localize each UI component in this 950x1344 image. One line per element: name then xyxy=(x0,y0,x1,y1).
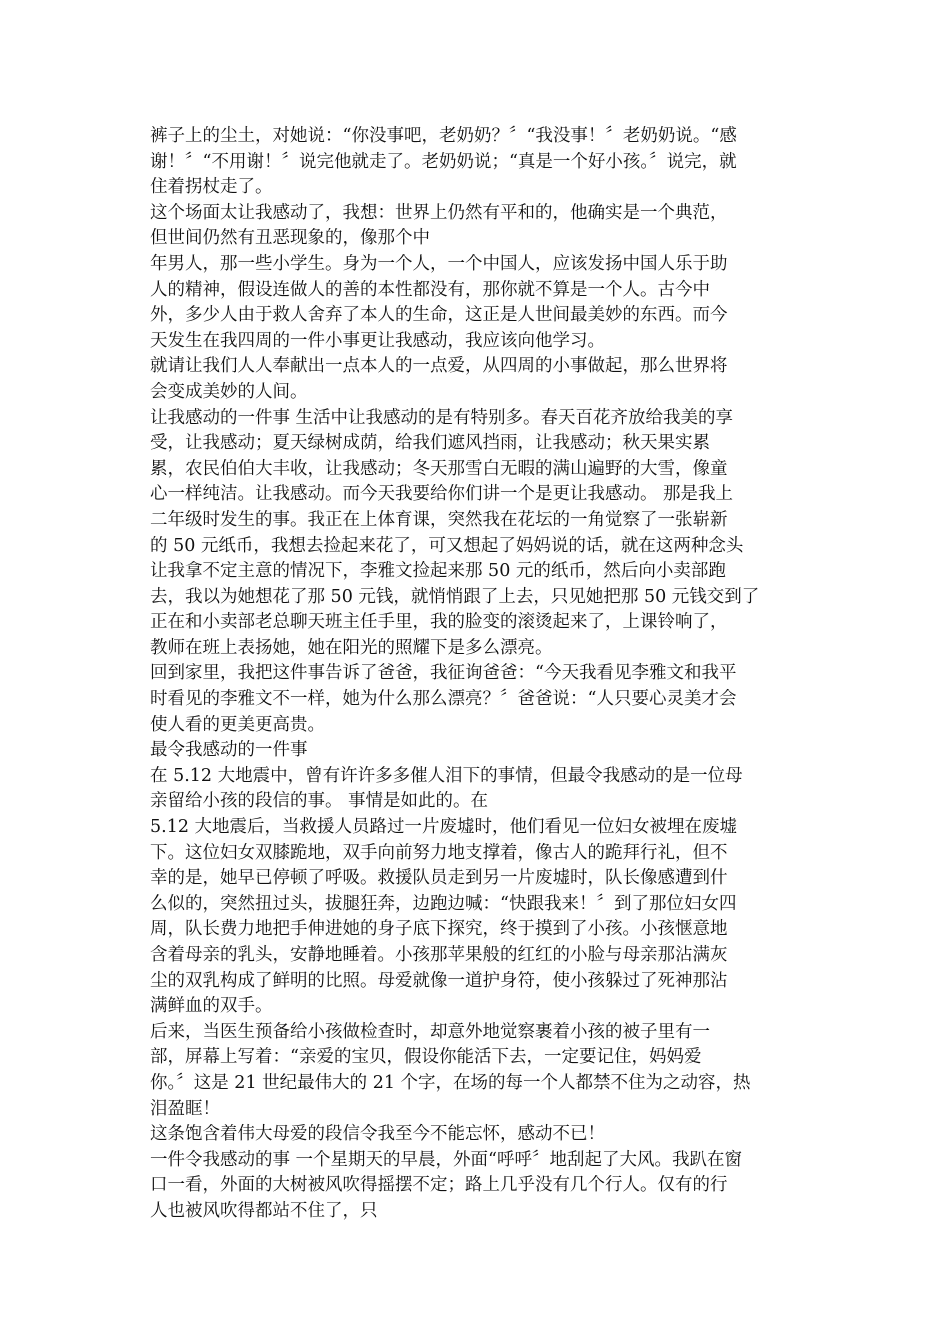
text-line: 会变成美妙的人间。 xyxy=(150,381,308,402)
text-line: 5.12 大地震后，当救援人员路过一片废墟时，他们看见一位妇女被埋在废墟 xyxy=(150,817,738,838)
text-line: 受，让我感动；夏天绿树成荫，给我们遮风挡雨，让我感动；秋天果实累 xyxy=(150,433,710,454)
document-body xyxy=(150,124,810,1225)
text-line: 尘的双乳构成了鲜明的比照。母爱就像一道护身符，使小孩躲过了死神那沾 xyxy=(150,970,728,991)
text-line: 下。这位妇女双膝跪地，双手向前努力地支撑着，像古人的跪拜行礼，但不 xyxy=(150,842,728,863)
text-line: 谢！〞“不用谢！〞说完他就走了。老奶奶说；“真是一个好小孩。〞说完，就 xyxy=(150,151,737,172)
text-line: 回到家里，我把这件事告诉了爸爸，我征询爸爸：“今天我看见李雅文和我平 xyxy=(150,663,737,684)
text-line: 口一看，外面的大树被风吹得摇摆不定；路上几乎没有几个行人。仅有的行 xyxy=(150,1175,728,1196)
text-line: 心一样纯洁。让我感动。而今天我要给你们讲一个是更让我感动。 那是我上 xyxy=(150,484,734,505)
text-line: 教师在班上表扬她，她在阳光的照耀下是多么漂亮。 xyxy=(150,637,553,658)
text-line: 让我感动的一件事 生活中让我感动的是有特别多。春天百花齐放给我美的享 xyxy=(150,407,734,428)
text-line: 部，屏幕上写着：“亲爱的宝贝，假设你能活下去，一定要记住，妈妈爱 xyxy=(150,1047,702,1068)
text-line: 但世间仍然有丑恶现象的，像那个中 xyxy=(150,228,430,249)
text-line: 幸的是，她早已停顿了呼吸。救援队员走到另一片废墟时，队长像感遭到什 xyxy=(150,868,728,889)
text-line: 泪盈眶！ xyxy=(150,1098,220,1119)
text-line: 的 50 元纸币，我想去捡起来花了，可又想起了妈妈说的话，就在这两种念头 xyxy=(150,535,744,556)
text-line: 么似的，突然扭过头，拔腿狂奔，边跑边喊：“快跟我来！〞到了那位妇女四 xyxy=(150,893,737,914)
text-line: 二年级时发生的事。我正在上体育课，突然我在花坛的一角觉察了一张崭新 xyxy=(150,509,728,530)
text-line: 住着拐杖走了。 xyxy=(150,177,273,198)
text-line: 在 5.12 大地震中，曾有许许多多催人泪下的事情，但最令我感动的是一位母 xyxy=(150,765,743,786)
text-line: 满鲜血的双手。 xyxy=(150,996,273,1017)
text-line: 让我拿不定主意的情况下，李雅文捡起来那 50 元的纸币，然后向小卖部跑 xyxy=(150,561,726,582)
text-line: 累，农民伯伯大丰收，让我感动；冬天那雪白无暇的满山遍野的大雪，像童 xyxy=(150,458,728,479)
text-line: 外，多少人由于救人舍弃了本人的生命，这正是人世间最美妙的东西。而今 xyxy=(150,305,728,326)
text-line: 人也被风吹得都站不住了，只 xyxy=(150,1200,378,1221)
text-line: 裤子上的尘土，对她说：“你没事吧，老奶奶？〞“我没事！〞老奶奶说。“感 xyxy=(150,126,737,146)
text-line: 这条饱含着伟大母爱的段信令我至今不能忘怀，感动不已！ xyxy=(150,1124,605,1145)
text-line: 年男人，那一些小学生。身为一个人，一个中国人，应该发扬中国人乐于助 xyxy=(150,253,728,274)
text-line: 一件令我感动的事 一个星期天的早晨，外面“呼呼〞地刮起了大风。我趴在窗 xyxy=(150,1149,743,1170)
text-line: 含着母亲的乳头，安静地睡着。小孩那苹果般的红红的小脸与母亲那沾满灰 xyxy=(150,945,728,965)
text-line: 人的精神，假设连做人的善的本性都没有，那你就不算是一个人。古今中 xyxy=(150,279,710,300)
text-line: 天发生在我四周的一件小事更让我感动，我应该向他学习。 xyxy=(150,330,605,351)
text-line: 就请让我们人人奉献出一点本人的一点爱，从四周的小事做起，那么世界将 xyxy=(150,356,728,377)
text-line: 最令我感动的一件事 xyxy=(150,740,308,761)
text-line: 周，队长费力地把手伸进她的身子底下探究，终于摸到了小孩。小孩惬意地 xyxy=(150,919,728,940)
text-line: 正在和小卖部老总聊天班主任手里，我的脸变的滚烫起来了，上课铃响了， xyxy=(150,612,728,633)
text-line: 亲留给小孩的段信的事。 事情是如此的。在 xyxy=(150,791,489,812)
text-line: 你。〞这是 21 世纪最伟大的 21 个字，在场的每一个人都禁不住为之动容，热 xyxy=(150,1072,751,1093)
text-line: 后来，当医生预备给小孩做检查时，却意外地觉察裹着小孩的被子里有一 xyxy=(150,1021,710,1042)
text-line: 使人看的更美更高贵。 xyxy=(150,714,325,735)
text-line: 时看见的李雅文不一样，她为什么那么漂亮？〞爸爸说：“人只要心灵美才会 xyxy=(150,689,737,710)
text-line: 去，我以为她想花了那 50 元钱，就悄悄跟了上去，只见她把那 50 元钱交到了 xyxy=(150,586,760,607)
text-line: 这个场面太让我感动了，我想：世界上仍然有平和的，他确实是一个典范， xyxy=(150,202,728,223)
